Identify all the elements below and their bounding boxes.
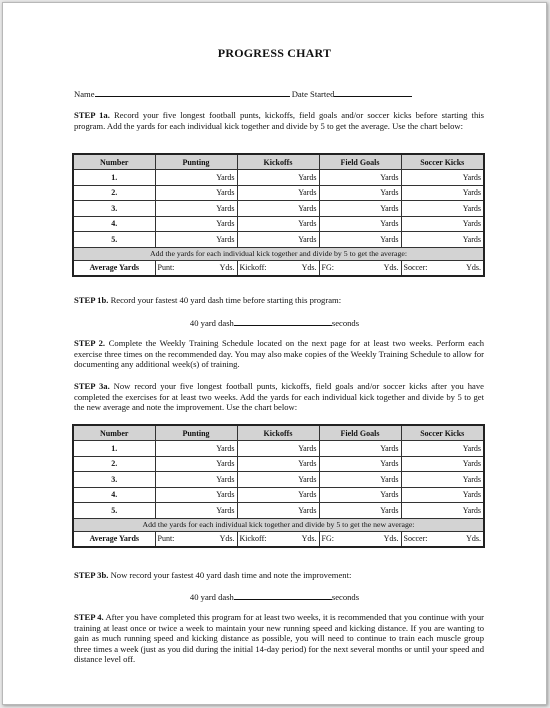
- row-number: 2.: [73, 456, 155, 472]
- average-yards-label: Average Yards: [73, 260, 155, 276]
- yards-cell[interactable]: Yards: [237, 456, 319, 472]
- yards-cell[interactable]: Yards: [237, 232, 319, 248]
- yards-cell[interactable]: Yards: [401, 201, 484, 217]
- chart-header-cell: Punting: [155, 425, 237, 441]
- average-cell-content: [322, 263, 399, 272]
- average-row: [73, 531, 484, 547]
- average-cell-unit: Yds.: [301, 534, 317, 543]
- chart-row: [73, 216, 484, 232]
- before-kick-chart: [72, 153, 485, 277]
- date-started-field[interactable]: [334, 87, 412, 97]
- step-2-label: STEP 2.: [74, 338, 106, 348]
- chart-row: [73, 487, 484, 503]
- dash-unit-2: seconds: [331, 592, 360, 602]
- row-number: 4.: [73, 487, 155, 503]
- chart-row: [73, 441, 484, 457]
- yards-cell[interactable]: Yards: [319, 170, 401, 186]
- name-date-line: [74, 87, 484, 100]
- average-cell-label: Soccer:: [403, 263, 428, 272]
- yards-cell[interactable]: Yards: [401, 472, 484, 488]
- yards-cell[interactable]: Yards: [401, 503, 484, 519]
- chart-row: [73, 170, 484, 186]
- step-3b-label: STEP 3b.: [74, 570, 109, 580]
- average-cell-content: [240, 534, 317, 543]
- step-2-text: Complete the Weekly Training Schedule located on the next page for at least two weeks. Perform each exercise three times on the recommended day. You may also make copies of the Weekly Training Schedule to allow for documenting any additional week(s) of training.: [74, 338, 485, 370]
- average-cell-label: Punt:: [157, 534, 175, 543]
- document-page: [2, 2, 547, 705]
- step-1b-text: Record your fastest 40 yard dash time before starting this program:: [110, 295, 342, 305]
- step-1a: [74, 110, 484, 131]
- average-cell-unit: Yds.: [466, 263, 481, 272]
- yards-cell[interactable]: Yards: [155, 487, 237, 503]
- step-4-label: STEP 4.: [74, 612, 104, 622]
- average-cell-content: [158, 263, 235, 272]
- chart-header-cell: Field Goals: [319, 425, 401, 441]
- average-cell-label: Soccer:: [403, 534, 428, 543]
- step-4-text: After you have completed this program for at least two weeks, it is recommended that you continue with your training at least once or twice a week to maintain your new running speed and kicking distance. If you are wanting to gain as much running speed and kicking distance as possible, you will need to continue to train each muscle group three times a week (just as you did during the initial 14-day period) for the next several months or until your speed and distance level off.: [74, 612, 484, 665]
- yards-cell[interactable]: Yards: [155, 170, 237, 186]
- yards-cell[interactable]: Yards: [319, 216, 401, 232]
- step-1a-label: STEP 1a.: [74, 110, 110, 120]
- average-yards-label: Average Yards: [73, 531, 155, 547]
- dash-label-1: 40 yard dash: [189, 318, 234, 328]
- chart-row: [73, 456, 484, 472]
- row-number: 2.: [73, 185, 155, 201]
- step-4: [74, 612, 484, 665]
- average-cell-label: FG:: [321, 534, 334, 543]
- average-cell[interactable]: [237, 260, 319, 276]
- yards-cell[interactable]: Yards: [401, 170, 484, 186]
- yards-cell[interactable]: Yards: [237, 170, 319, 186]
- yards-cell[interactable]: Yards: [319, 232, 401, 248]
- step-1b: [74, 295, 484, 306]
- chart-row: [73, 503, 484, 519]
- yards-cell[interactable]: Yards: [319, 487, 401, 503]
- average-cell-label: Kickoff:: [239, 263, 267, 272]
- step-3a: [74, 381, 484, 413]
- chart-header-cell: Number: [73, 425, 155, 441]
- chart-header-cell: Number: [73, 154, 155, 170]
- average-cell[interactable]: [401, 260, 484, 276]
- average-cell-label: Kickoff:: [239, 534, 267, 543]
- row-number: 3.: [73, 201, 155, 217]
- after-kick-chart: [72, 424, 485, 548]
- average-cell-unit: Yds.: [466, 534, 481, 543]
- yards-cell[interactable]: Yards: [401, 456, 484, 472]
- chart-row: [73, 232, 484, 248]
- row-number: 3.: [73, 472, 155, 488]
- yards-cell[interactable]: Yards: [155, 201, 237, 217]
- yards-cell[interactable]: Yards: [319, 441, 401, 457]
- chart-note-row: [73, 518, 484, 531]
- row-number: 1.: [73, 170, 155, 186]
- step-3a-text: Now record your five longest football punts, kickoffs, field goals and/or soccer kicks after you have completed the exercises for at least two weeks. Add the yards for each individual kick together and divide by 5 to get the new average and note the improvement. Use the chart below:: [74, 381, 484, 413]
- chart-note: Add the yards for each individual kick together and divide by 5 to get the new average:: [73, 518, 484, 531]
- chart-header-row: [73, 154, 484, 170]
- average-cell[interactable]: [319, 260, 401, 276]
- yards-cell[interactable]: Yards: [237, 441, 319, 457]
- date-started-label: Date Started: [291, 89, 335, 99]
- yards-cell[interactable]: Yards: [319, 456, 401, 472]
- chart-row: [73, 185, 484, 201]
- yards-cell[interactable]: Yards: [401, 216, 484, 232]
- yards-cell[interactable]: Yards: [155, 503, 237, 519]
- yards-cell[interactable]: Yards: [401, 441, 484, 457]
- dash-time-field-2[interactable]: [234, 590, 332, 600]
- average-cell-unit: Yds.: [219, 534, 235, 543]
- average-cell-unit: Yds.: [219, 263, 235, 272]
- average-cell-unit: Yds.: [383, 263, 399, 272]
- average-cell[interactable]: [401, 531, 484, 547]
- chart-header-cell: Kickoffs: [237, 154, 319, 170]
- name-field[interactable]: [95, 87, 290, 97]
- yards-cell[interactable]: Yards: [237, 503, 319, 519]
- average-cell-content: [322, 534, 399, 543]
- row-number: 5.: [73, 503, 155, 519]
- dash-time-field-1[interactable]: [234, 316, 332, 326]
- average-cell-unit: Yds.: [301, 263, 317, 272]
- average-cell-content: [404, 534, 482, 543]
- chart-header-cell: Punting: [155, 154, 237, 170]
- yards-cell[interactable]: Yards: [237, 185, 319, 201]
- yards-cell[interactable]: Yards: [401, 185, 484, 201]
- row-number: 5.: [73, 232, 155, 248]
- yards-cell[interactable]: Yards: [155, 456, 237, 472]
- step-1a-text: Record your five longest football punts, kickoffs, field goals and/or soccer kicks before starting this program. Add the yards for each individual kick together and divide by 5 to get the average. Use the chart below:: [74, 110, 484, 131]
- chart-header-cell: Soccer Kicks: [401, 154, 484, 170]
- name-label: Name: [74, 89, 95, 99]
- average-cell[interactable]: [237, 531, 319, 547]
- chart-note: Add the yards for each individual kick together and divide by 5 to get the average:: [73, 247, 484, 260]
- chart-header-cell: Field Goals: [319, 154, 401, 170]
- yards-cell[interactable]: Yards: [155, 441, 237, 457]
- yards-cell[interactable]: Yards: [237, 201, 319, 217]
- yards-cell[interactable]: Yards: [319, 185, 401, 201]
- yards-cell[interactable]: Yards: [155, 185, 237, 201]
- step-3b-text: Now record your fastest 40 yard dash time and note the improvement:: [110, 570, 352, 580]
- yards-cell[interactable]: Yards: [155, 232, 237, 248]
- step-3b: [74, 570, 484, 581]
- dash-line-2: [3, 590, 546, 602]
- average-cell-content: [404, 263, 482, 272]
- average-cell[interactable]: [155, 260, 237, 276]
- step-2: [74, 338, 484, 370]
- page-title: PROGRESS CHART: [217, 46, 332, 60]
- average-cell-content: [158, 534, 235, 543]
- yards-cell[interactable]: Yards: [319, 201, 401, 217]
- chart-row: [73, 201, 484, 217]
- dash-label-2: 40 yard dash: [189, 592, 234, 602]
- chart-header-row: [73, 425, 484, 441]
- dash-unit-1: seconds: [331, 318, 360, 328]
- average-row: [73, 260, 484, 276]
- yards-cell[interactable]: Yards: [155, 472, 237, 488]
- chart-row: [73, 472, 484, 488]
- chart-header-cell: Soccer Kicks: [401, 425, 484, 441]
- row-number: 1.: [73, 441, 155, 457]
- yards-cell[interactable]: Yards: [319, 472, 401, 488]
- yards-cell[interactable]: Yards: [319, 503, 401, 519]
- yards-cell[interactable]: Yards: [237, 216, 319, 232]
- yards-cell[interactable]: Yards: [401, 487, 484, 503]
- step-3a-label: STEP 3a.: [74, 381, 110, 391]
- average-cell-content: [240, 263, 317, 272]
- yards-cell[interactable]: Yards: [401, 232, 484, 248]
- row-number: 4.: [73, 216, 155, 232]
- yards-cell[interactable]: Yards: [237, 487, 319, 503]
- average-cell-unit: Yds.: [383, 534, 399, 543]
- average-cell[interactable]: [319, 531, 401, 547]
- average-cell-label: FG:: [321, 263, 334, 272]
- yards-cell[interactable]: Yards: [237, 472, 319, 488]
- average-cell[interactable]: [155, 531, 237, 547]
- chart-note-row: [73, 247, 484, 260]
- step-1b-label: STEP 1b.: [74, 295, 109, 305]
- average-cell-label: Punt:: [157, 263, 175, 272]
- chart-header-cell: Kickoffs: [237, 425, 319, 441]
- yards-cell[interactable]: Yards: [155, 216, 237, 232]
- dash-line-1: [3, 316, 546, 328]
